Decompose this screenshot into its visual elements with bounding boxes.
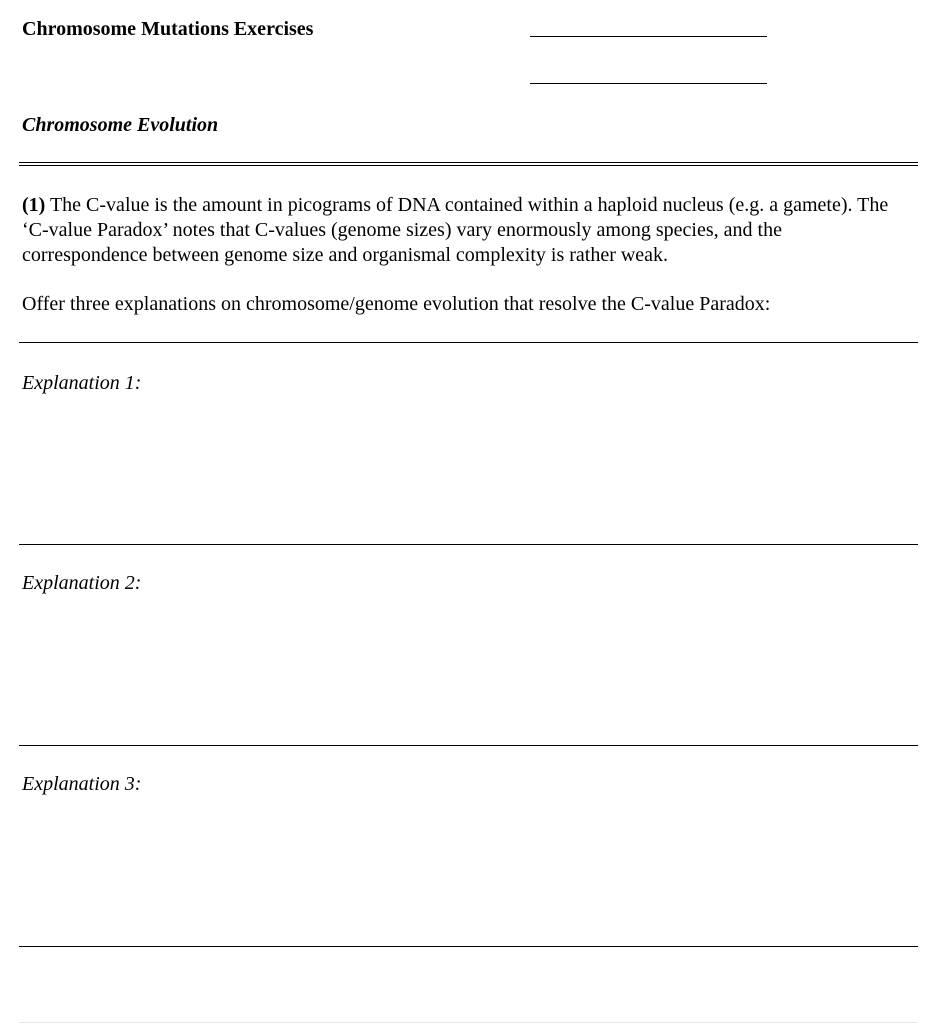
document-title: Chromosome Mutations Exercises: [22, 18, 314, 40]
divider-line: [19, 745, 918, 746]
section-double-divider: [19, 162, 918, 166]
question-number: (1): [22, 194, 46, 216]
explanation-1-label: Explanation 1:: [22, 372, 142, 394]
page-bottom-divider: [19, 1022, 918, 1023]
name-blank-line[interactable]: [530, 36, 767, 37]
explanation-2-answer-area[interactable]: [19, 600, 918, 740]
date-blank-line[interactable]: [530, 83, 767, 84]
divider-line: [19, 544, 918, 545]
divider-line: [19, 946, 918, 947]
question-text: [22, 193, 902, 268]
explanation-3-answer-area[interactable]: [19, 801, 918, 941]
question-prompt: Offer three explanations on chromosome/genome evolution that resolve the C-value Paradox:: [22, 293, 771, 315]
explanation-2-label: Explanation 2:: [22, 572, 142, 594]
explanation-3-label: Explanation 3:: [22, 773, 142, 795]
explanation-1-answer-area[interactable]: [19, 400, 918, 540]
divider-line: [19, 342, 918, 343]
question-body: The C-value is the amount in picograms of DNA contained within a haploid nucleus (e.g. a gamete). The ‘C-value Paradox’ notes that C-values (genome sizes) vary enormously among species, and the correspondence between genome size and organismal complexity is rather weak.: [22, 194, 889, 266]
section-title: Chromosome Evolution: [22, 114, 219, 136]
